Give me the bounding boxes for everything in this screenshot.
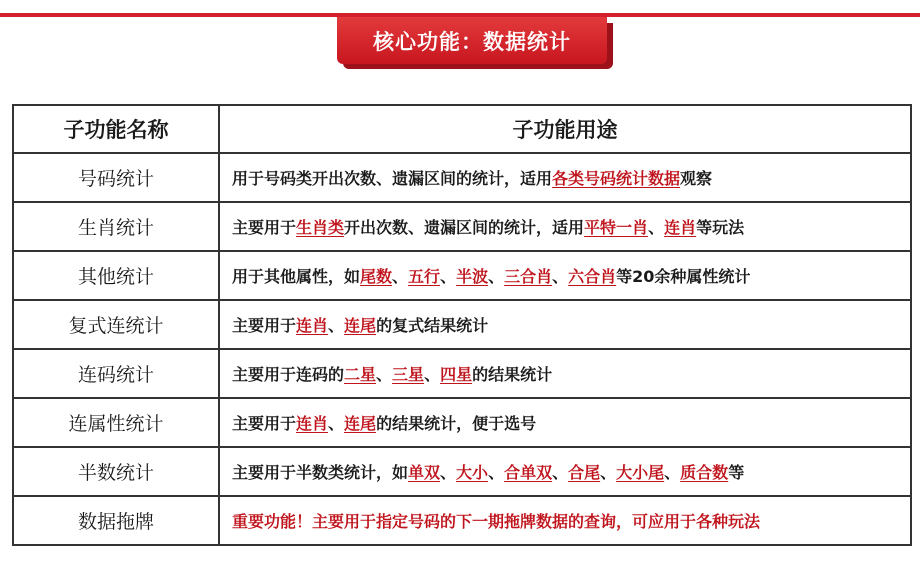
feature-description [219,496,911,545]
table-header-row [13,105,911,153]
table-row [13,398,911,447]
feature-description [219,300,911,349]
highlight-link[interactable]: 连肖 [664,218,697,237]
description-text: 、 [648,218,665,237]
header-purpose: 子功能用途 [219,105,911,153]
highlight-link[interactable]: 质合数 [680,463,729,482]
table-row [13,251,911,300]
banner-body [337,17,607,64]
description-text: 、 [440,463,457,482]
description-text: 主要用于 [232,316,297,335]
feature-table [12,104,912,546]
table-row [13,153,911,202]
description-text: 、 [552,267,569,286]
description-text: 主要用于半数类统计，如 [232,463,409,482]
feature-description [219,251,911,300]
feature-description [219,447,911,496]
header-name: 子功能名称 [13,105,219,153]
description-text: 、 [328,316,345,335]
feature-name: 复式连统计 [13,300,219,349]
feature-description [219,202,911,251]
highlight-link[interactable]: 连肖 [296,414,329,433]
highlight-link[interactable]: 各类号码统计数据 [552,169,681,188]
highlight-link[interactable]: 平特一肖 [584,218,649,237]
description-text: 开出次数、遗漏区间的统计，适用 [344,218,585,237]
section-banner [337,17,615,69]
description-text: 、 [488,463,505,482]
description-text: 观察 [680,169,713,188]
description-text: 、 [376,365,393,384]
feature-name: 连码统计 [13,349,219,398]
highlight-link[interactable]: 连尾 [344,414,377,433]
description-text: 主要用于 [232,414,297,433]
description-text: 、 [600,463,617,482]
highlight-link[interactable]: 三星 [392,365,425,384]
table-row [13,447,911,496]
description-text: 用于其他属性，如 [232,267,361,286]
description-text: 、 [440,267,457,286]
highlight-link[interactable]: 二星 [344,365,377,384]
highlight-link[interactable]: 尾数 [360,267,393,286]
description-text: 的结果统计，便于选号 [376,414,537,433]
description-text: 、 [552,463,569,482]
table-body [13,153,911,545]
description-text: 、 [664,463,681,482]
table-row [13,496,911,545]
highlight-link[interactable]: 合尾 [568,463,601,482]
highlight-link[interactable]: 单双 [408,463,441,482]
description-text: 、 [488,267,505,286]
highlight-link[interactable]: 连肖 [296,316,329,335]
banner-title: 核心功能：数据统计 [373,29,571,54]
description-text: 等20余种属性统计 [616,267,751,286]
description-text: 等 [728,463,745,482]
highlight-link[interactable]: 半波 [456,267,489,286]
description-text: 主要用于连码的 [232,365,345,384]
feature-description [219,153,911,202]
emphasis-text: 重要功能！主要用于指定号码的下一期拖牌数据的查询，可应用于各种玩法 [232,512,761,531]
highlight-link[interactable]: 五行 [408,267,441,286]
description-text: 、 [424,365,441,384]
feature-description [219,398,911,447]
table-row [13,300,911,349]
table-row [13,349,911,398]
highlight-link[interactable]: 大小 [456,463,489,482]
description-text: 、 [328,414,345,433]
highlight-link[interactable]: 合单双 [504,463,553,482]
description-text: 等玩法 [696,218,745,237]
highlight-link[interactable]: 四星 [440,365,473,384]
feature-name: 号码统计 [13,153,219,202]
highlight-link[interactable]: 大小尾 [616,463,665,482]
feature-description [219,349,911,398]
description-text: 、 [392,267,409,286]
table-row [13,202,911,251]
feature-name: 连属性统计 [13,398,219,447]
highlight-link[interactable]: 连尾 [344,316,377,335]
description-text: 用于号码类开出次数、遗漏区间的统计，适用 [232,169,553,188]
description-text: 的复式结果统计 [376,316,489,335]
description-text: 的结果统计 [472,365,553,384]
highlight-link[interactable]: 六合肖 [568,267,617,286]
highlight-link[interactable]: 三合肖 [504,267,553,286]
feature-name: 半数统计 [13,447,219,496]
description-text: 主要用于 [232,218,297,237]
feature-name: 数据拖牌 [13,496,219,545]
feature-name: 其他统计 [13,251,219,300]
highlight-link[interactable]: 生肖类 [296,218,345,237]
feature-name: 生肖统计 [13,202,219,251]
